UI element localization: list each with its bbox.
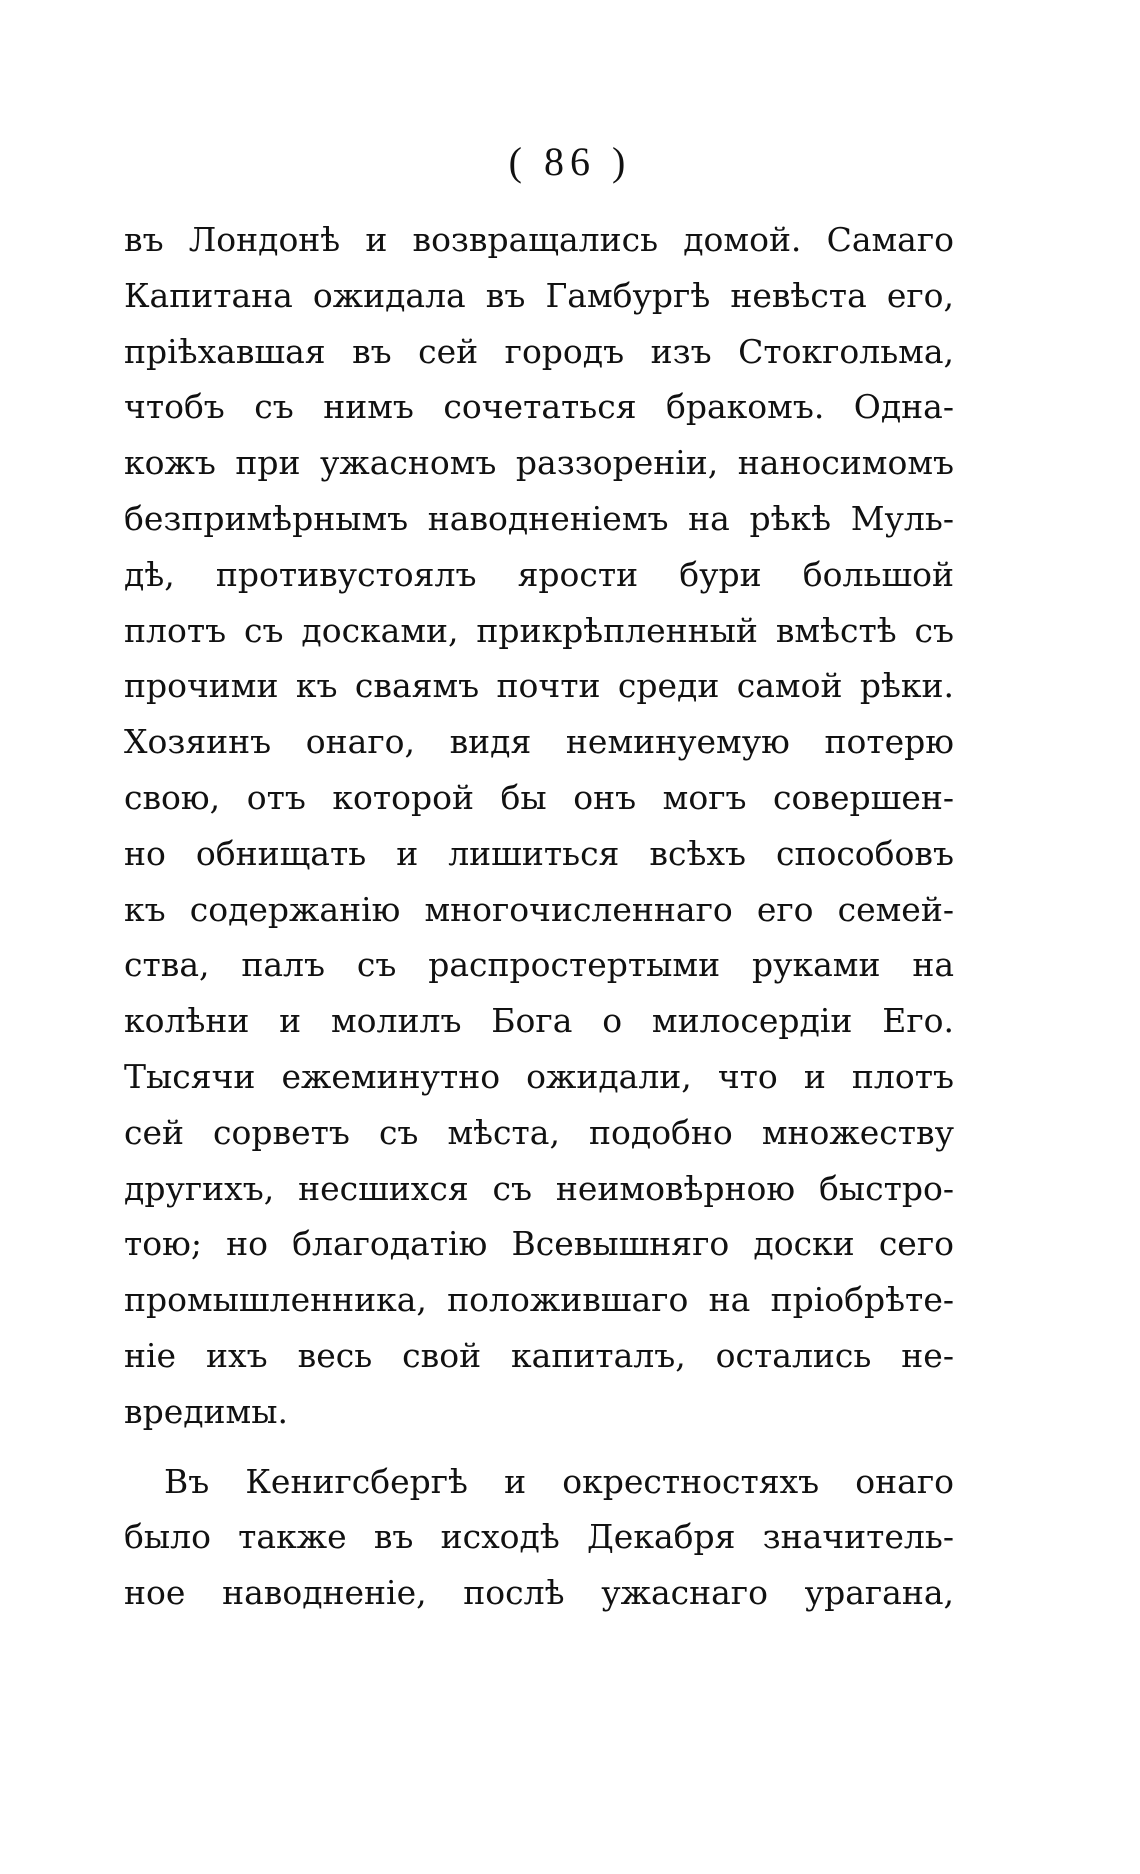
text-line: безпримѣрнымъ наводненіемъ на рѣкѣ Муль-	[124, 498, 954, 538]
text-line: Капитана ожидала въ Гамбургѣ невѣста его,	[124, 275, 954, 315]
text-line: промышленника, положившаго на пріобрѣте-	[124, 1280, 954, 1320]
text-line: дѣ, противустоялъ ярости бури большой	[124, 554, 954, 594]
text-line: колѣни и молилъ Бога о милосердіи Его.	[124, 1001, 954, 1041]
body-text	[124, 212, 954, 1621]
paragraph	[124, 212, 954, 1440]
text-line: тою; но благодатію Всевышняго доски сего	[124, 1224, 954, 1264]
text-line: кожъ при ужасномъ раззореніи, наносимомъ	[124, 443, 954, 483]
text-line: ніе ихъ весь свой капиталъ, остались не-	[124, 1335, 954, 1375]
text-line: въ Лондонѣ и возвращались домой. Самаго	[124, 220, 954, 259]
text-line: плотъ съ досками, прикрѣпленный вмѣстѣ съ	[124, 610, 954, 650]
text-line: ства, палъ съ распростертыми руками на	[124, 945, 954, 985]
text-line: Хозяинъ онаго, видя неминуемую потерю	[124, 722, 954, 762]
text-line: пріѣхавшая въ сей городъ изъ Стокгольма,	[124, 331, 954, 371]
text-line: сей сорветъ съ мѣста, подобно множеству	[124, 1112, 954, 1152]
text-line: было также въ исходѣ Декабря значитель-	[124, 1517, 954, 1557]
text-line: чтобъ съ нимъ сочетаться бракомъ. Одна-	[124, 387, 954, 427]
text-line: къ содержанію многочисленнаго его семей-	[124, 889, 954, 929]
page-number: ( 86 )	[508, 139, 632, 184]
text-line: вредимы.	[124, 1391, 288, 1431]
paragraph	[124, 1454, 954, 1621]
text-line: прочими къ сваямъ почти среди самой рѣки.	[124, 666, 954, 706]
text-line: свою, отъ которой бы онъ могъ совершен-	[124, 777, 954, 817]
text-line: но обнищать и лишиться всѣхъ способовъ	[124, 833, 954, 873]
text-line: Въ Кенигсбергѣ и окрестностяхъ онаго	[164, 1461, 954, 1501]
text-line: другихъ, несшихся съ неимовѣрною быстро-	[124, 1168, 954, 1208]
text-line: ное наводненіе, послѣ ужаснаго урагана,	[124, 1573, 954, 1613]
text-line: Тысячи ежеминутно ожидали, что и плотъ	[124, 1056, 954, 1096]
